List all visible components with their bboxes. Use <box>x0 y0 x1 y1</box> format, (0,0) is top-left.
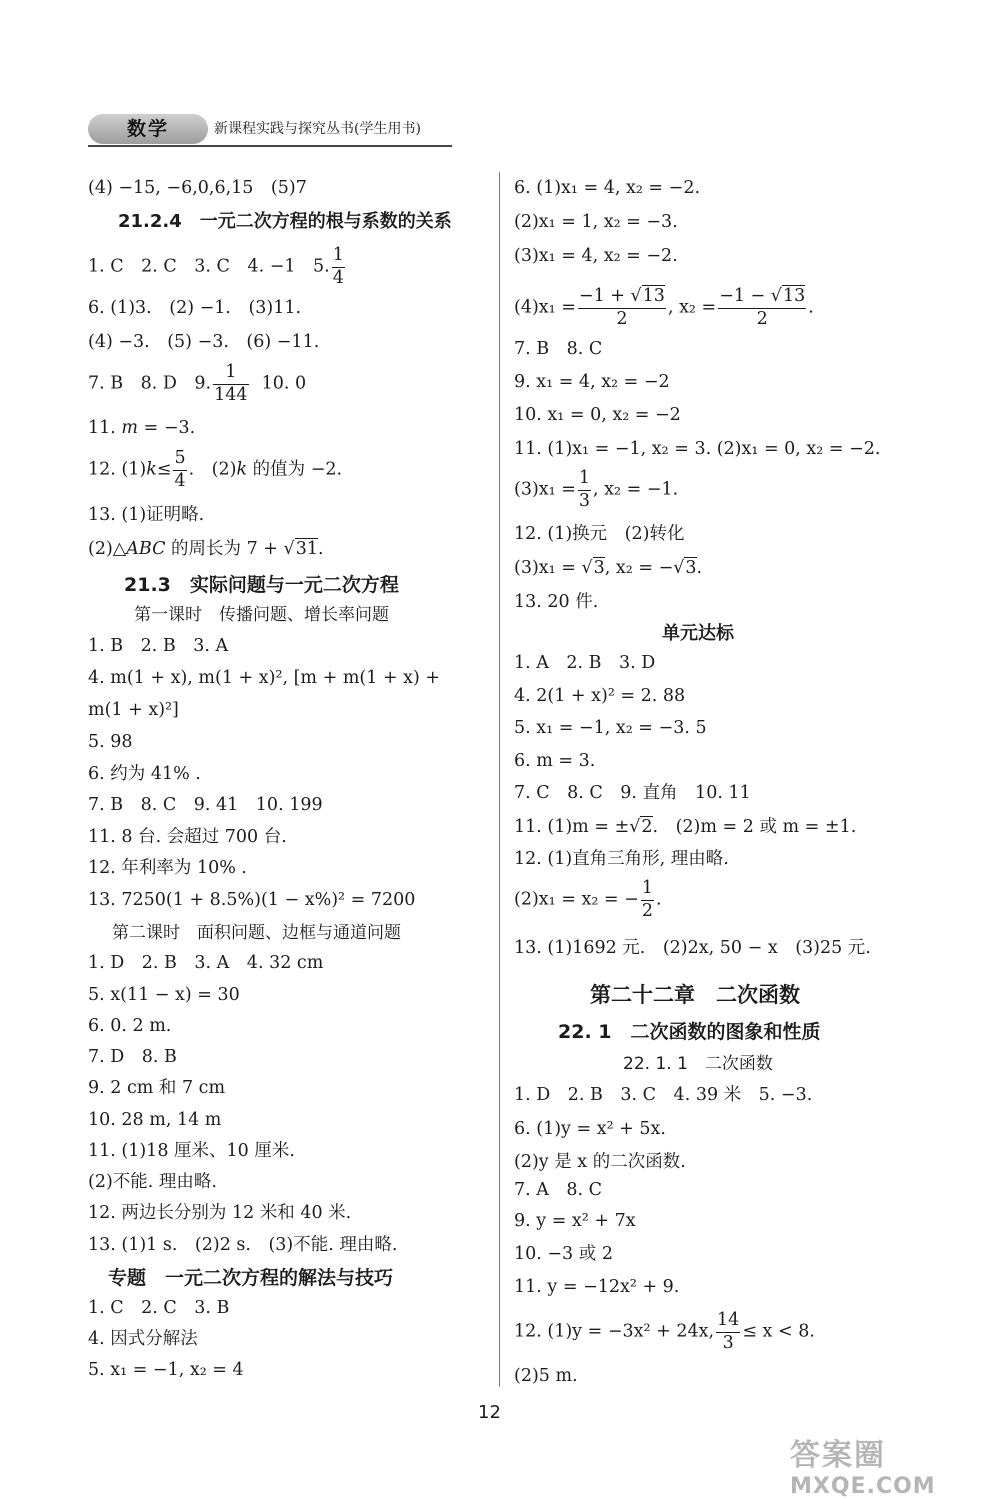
answer-line: 11. m = −3. <box>88 418 196 438</box>
answer-line: (2)y 是 x 的二次函数. <box>514 1152 686 1172</box>
subject-label: 数学 <box>88 114 208 144</box>
answer-line: 13. (1)1 s. (2)2 s. (3)不能. 理由略. <box>88 1235 398 1255</box>
column-divider <box>499 172 500 1387</box>
section-heading: 21.3 实际问题与一元二次方程 <box>124 574 399 596</box>
answer-line: 12. (1)直角三角形, 理由略. <box>514 849 729 869</box>
answer-line: 4. m(1 + x), m(1 + x)², [m + m(1 + x) + <box>88 668 441 688</box>
answer-line: 11. (1)18 厘米、10 厘米. <box>88 1141 295 1161</box>
answer-line: 1. C 2. C 3. C 4. −1 5. $\frac{1}{4}$ <box>88 245 344 288</box>
answer-line: 7. A 8. C <box>514 1180 603 1200</box>
answer-line: 11. y = −12x² + 9. <box>514 1277 680 1297</box>
answer-line: 7. D 8. B <box>88 1047 177 1067</box>
section-heading: 单元达标 <box>662 623 734 644</box>
answer-line: 12. (1)y = −3x² + 24x, $\frac{14}{3}$ ≤ x < 8. <box>514 1310 815 1353</box>
answer-line: 7. B 8. C <box>514 339 603 359</box>
answer-line: 5. x₁ = −1, x₂ = 4 <box>88 1360 244 1380</box>
answer-line: (3)x₁ = 4, x₂ = −2. <box>514 246 678 266</box>
answer-line: (2)x₁ = 1, x₂ = −3. <box>514 212 678 232</box>
answer-line: (2)x₁ = x₂ = − $\frac{1}{2}$ . <box>514 878 662 921</box>
answer-line: (4) −15, −6,0,6,15 (5)7 <box>88 178 307 198</box>
answer-line: 6. 约为 41% . <box>88 764 201 784</box>
answer-line: 1. B 2. B 3. A <box>88 636 229 656</box>
answer-line: (3)x₁ = √3, x₂ = −√3. <box>514 558 703 578</box>
watermark-logo: 答案圈 MXQE.COM <box>790 1438 936 1499</box>
answer-line: 12. 两边长分别为 12 米和 40 米. <box>88 1203 352 1223</box>
answer-line: (4) −3. (5) −3. (6) −11. <box>88 332 320 352</box>
answer-line: 12. (1)换元 (2)转化 <box>514 524 685 544</box>
answer-line: 12. 年利率为 10% . <box>88 858 247 878</box>
answer-line: 4. 2(1 + x)² = 2. 88 <box>514 686 686 706</box>
answer-line: 5. x₁ = −1, x₂ = −3. 5 <box>514 718 707 738</box>
section-heading: 专题 一元二次方程的解法与技巧 <box>108 1267 394 1289</box>
answer-line: 6. 0. 2 m. <box>88 1016 172 1036</box>
series-title: 新课程实践与探究丛书(学生用书) <box>214 121 421 137</box>
answer-line: (4)x₁ = $\frac{-1 + √13}{2}$ , x₂ = $\frac{-1 - √13}{2}$ . <box>514 286 814 329</box>
subsection-heading: 第一课时 传播问题、增长率问题 <box>134 605 389 625</box>
answer-line: 7. B 8. D 9. $\frac{1}{144}$ 10. 0 <box>88 362 307 405</box>
answer-line: (3)x₁ = $\frac{1}{3}$ , x₂ = −1. <box>514 468 679 511</box>
answer-line: 10. x₁ = 0, x₂ = −2 <box>514 405 681 425</box>
answer-line: 9. x₁ = 4, x₂ = −2 <box>514 372 670 392</box>
answer-line: 1. D 2. B 3. A 4. 32 cm <box>88 953 324 973</box>
answer-line: (2)5 m. <box>514 1366 578 1386</box>
header-rule <box>88 145 452 147</box>
page-header <box>88 112 450 146</box>
answer-line: m(1 + x)²] <box>88 700 179 720</box>
answer-line: 13. (1)1692 元. (2)2x, 50 − x (3)25 元. <box>514 938 871 958</box>
answer-line: 7. C 8. C 9. 直角 10. 11 <box>514 783 751 803</box>
answer-line: 11. (1)m = ±√2. (2)m = 2 或 m = ±1. <box>514 817 857 837</box>
subsection-heading: 22. 1. 1 二次函数 <box>623 1054 773 1074</box>
answer-line: 7. B 8. C 9. 41 10. 199 <box>88 795 323 815</box>
section-heading: 22. 1 二次函数的图象和性质 <box>558 1021 821 1043</box>
subsection-heading: 第二课时 面积问题、边框与通道问题 <box>112 923 401 943</box>
answer-line: 13. (1)证明略. <box>88 505 205 525</box>
answer-line: (2)不能. 理由略. <box>88 1172 217 1192</box>
answer-line: 6. (1)x₁ = 4, x₂ = −2. <box>514 178 701 198</box>
answer-line: 6. m = 3. <box>514 751 596 771</box>
chapter-title: 第二十二章 二次函数 <box>590 983 800 1007</box>
answer-line: 13. 20 件. <box>514 592 599 612</box>
answer-line: (2)△ABC 的周长为 7 + √31. <box>88 539 324 559</box>
answer-line: 9. y = x² + 7x <box>514 1211 636 1231</box>
section-heading: 21.2.4 一元二次方程的根与系数的关系 <box>118 211 452 232</box>
answer-line: 11. 8 台. 会超过 700 台. <box>88 827 287 847</box>
answer-line: 10. −3 或 2 <box>514 1244 613 1264</box>
answer-line: 5. x(11 − x) = 30 <box>88 985 240 1005</box>
answer-line: 13. 7250(1 + 8.5%)(1 − x%)² = 7200 <box>88 890 416 910</box>
answer-line: 4. 因式分解法 <box>88 1329 198 1349</box>
answer-line: 1. D 2. B 3. C 4. 39 米 5. −3. <box>514 1085 813 1105</box>
answer-line: 11. (1)x₁ = −1, x₂ = 3. (2)x₁ = 0, x₂ = −2. <box>514 439 881 459</box>
answer-line: 6. (1)3. (2) −1. (3)11. <box>88 298 302 318</box>
answer-line: 1. A 2. B 3. D <box>514 653 656 673</box>
answer-line: 10. 28 m, 14 m <box>88 1110 222 1130</box>
page-number: 12 <box>478 1402 501 1423</box>
answer-line: 9. 2 cm 和 7 cm <box>88 1078 226 1098</box>
answer-line: 6. (1)y = x² + 5x. <box>514 1119 666 1139</box>
answer-line: 5. 98 <box>88 732 133 752</box>
answer-line: 1. C 2. C 3. B <box>88 1298 230 1318</box>
answer-line: 12. (1)k≤ $\frac{5}{4}$ . (2)k 的值为 −2. <box>88 448 343 491</box>
